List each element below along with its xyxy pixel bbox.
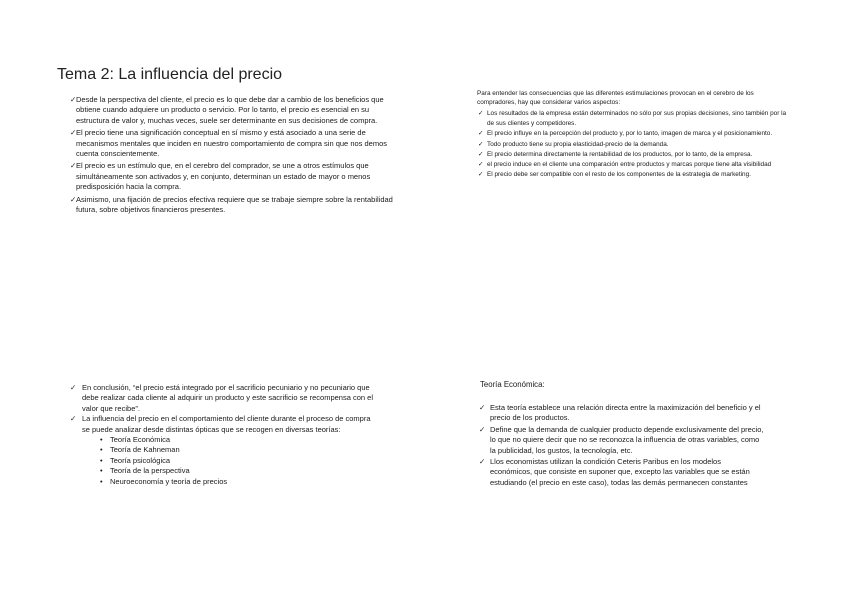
theories-list bbox=[82, 435, 380, 487]
page-title: Tema 2: La influencia del precio bbox=[57, 66, 283, 83]
list-item: ✓ Asimismo, una fijación de precios efectiva requiere que se trabaje siempre sobre la rentabilidad futura, sobre objetivos financieros presentes. bbox=[70, 195, 395, 216]
list-item: ✓ Todo producto tiene su propia elasticidad-precio de la demanda. bbox=[478, 140, 793, 150]
slide2-intro: Para entender las consecuencias que las diferentes estimulaciones provocan en el cerebro de los compradores, hay que considerar varios aspectos: bbox=[477, 90, 754, 106]
list-item: ✓ el precio induce en el cliente una comparación entre productos y marcas porque tiene alta visibilidad bbox=[478, 160, 793, 170]
theory-item: • Neuroeconomía y teoría de precios bbox=[100, 477, 380, 487]
list-item bbox=[70, 414, 380, 487]
list-item: ✓ Llos economistas utilizan la condición Ceteris Paribus en los modelos económicos, que consiste en suponer que, excepto las variables que se están estudiando (el precio en este caso), todas las demás permanecen constantes bbox=[479, 457, 764, 488]
list-item: ✓ El precio tiene una significación conceptual en sí mismo y está asociado a una serie de mecanismos mentales que inciden en nuestro comportamiento de compra sin que nos demos cuenta conscientemente. bbox=[70, 128, 395, 159]
list-item: ✓ En conclusión, “el precio está integrado por el sacrificio pecuniario y no pecuniario que debe realizar cada cliente al adquirir un producto y este sacrificio se recompensa con el valor que recibe”. bbox=[70, 383, 380, 414]
list-item: ✓ El precio influye en la percepción del producto y, por lo tanto, imagen de marca y el posicionamiento. bbox=[478, 129, 793, 139]
list-item: ✓ Define que la demanda de cualquier producto depende exclusivamente del precio, lo que no quiere decir que no se reconozca la influencia de otras variables, como la publicidad, los gustos, la tecnología, etc. bbox=[479, 425, 764, 456]
theory-item: • Teoría psicológica bbox=[100, 456, 380, 466]
theory-item: • Teoría Económica bbox=[100, 435, 380, 445]
list-item: ✓ El precio debe ser compatible con el resto de los componentes de la estrategia de marketing. bbox=[478, 170, 793, 180]
list-item: ✓ Desde la perspectiva del cliente, el precio es lo que debe dar a cambio de los beneficios que obtiene cuando adquiere un producto o servicio. Por lo tanto, el precio es esencial en su estructura de valor y, muchas veces, suele ser determinante en sus decisiones de compra. bbox=[70, 95, 395, 126]
list-item: ✓ El precio es un estímulo que, en el cerebro del comprador, se une a otros estímulos que simultáneamente son activados y, en conjunto, determinan un estado de mayor o menos predisposición hacia la compra. bbox=[70, 161, 395, 192]
list-item: ✓ Los resultados de la empresa están determinados no sólo por sus propias decisiones, sino también por la de sus clientes y competidores. bbox=[478, 109, 793, 129]
slide3-bullet-list bbox=[70, 383, 380, 487]
theory-item: • Teoría de Kahneman bbox=[100, 445, 380, 455]
slide1-bullet-list bbox=[70, 95, 395, 217]
list-item: ✓ Esta teoría establece una relación directa entre la maximización del beneficio y el precio de los productos. bbox=[479, 403, 764, 424]
list-item: ✓ El precio determina directamente la rentabilidad de los productos, por lo tanto, de la empresa. bbox=[478, 150, 793, 160]
slide2-bullet-list bbox=[478, 109, 793, 180]
list-item-text: La influencia del precio en el comportamiento del cliente durante el proceso de compra se puede analizar desde distintas ópticas que se recogen en diversas teorías: bbox=[82, 414, 371, 434]
theory-item: • Teoría de la perspectiva bbox=[100, 466, 380, 476]
section-heading: Teoría Económica: bbox=[480, 380, 545, 389]
slide4-bullet-list bbox=[479, 403, 764, 489]
